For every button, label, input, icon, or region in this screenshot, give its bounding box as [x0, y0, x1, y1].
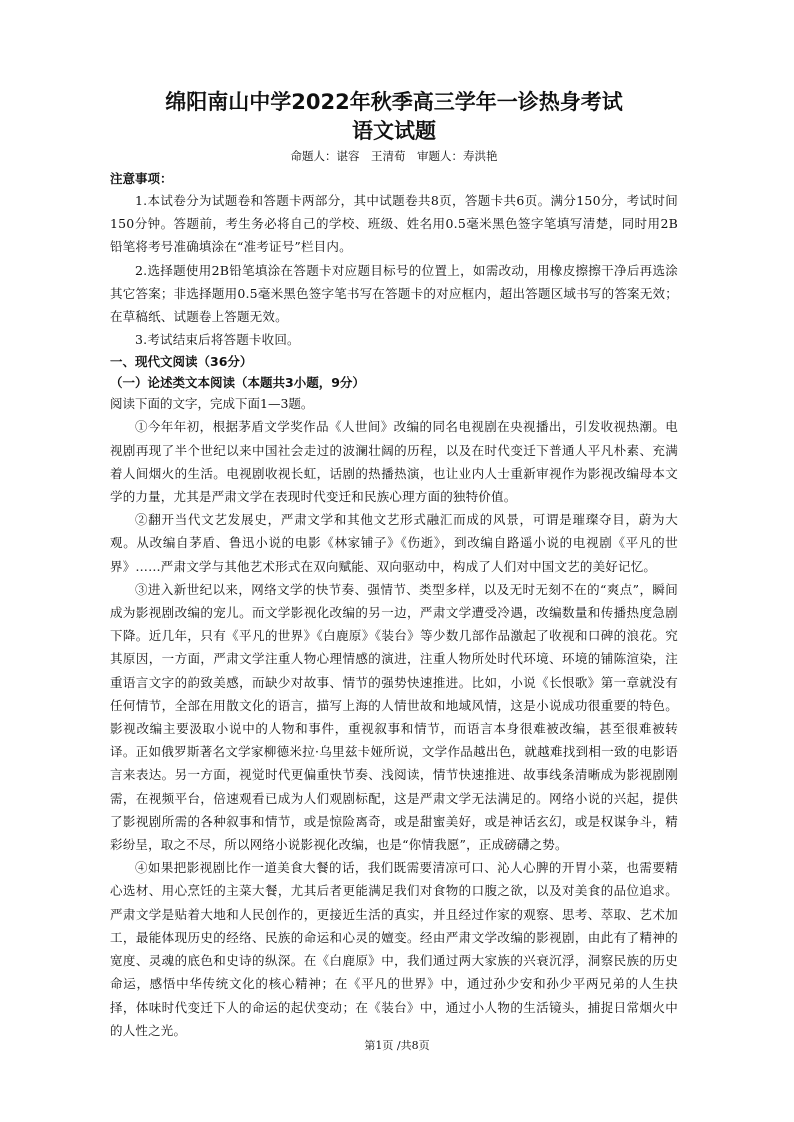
exam-title: 绵阳南山中学2022年秋季高三学年一诊热身考试 [165, 90, 623, 114]
authors-line: 命题人：谌容 王清荀 审题人：寿洪艳 [290, 149, 498, 163]
article-paragraph-1: ①今年年初，根据茅盾文学奖作品《人世间》改编的同名电视剧在央视播出，引发收视热潮。电视剧再现了半个世纪以来中国社会走过的波澜壮阔的历程，以及在时代变迁下普通人平凡朴素、充满着人间烟火的生活。电视剧收视长虹，话剧的热播热演，也让业内人士重新审视作为影视改编母本文学的力量，尤其是严肃文学在表现时代变迁和民族心理方面的独特价值。 [110, 419, 678, 505]
notice-item-2: 2.选择题使用2B铅笔填涂在答题卡对应题目标号的位置上，如需改动，用橡皮擦擦干净后再选涂其它答案；非选择题用0.5毫米黑色签字笔书写在答题卡的对应框内，超出答题区域书写的答案无效；在草稿纸、试题卷上答题无效。 [110, 262, 678, 325]
notice-item-3: 3.考试结束后将答题卡收回。 [135, 332, 300, 348]
article-paragraph-4: ④如果把影视剧比作一道美食大餐的话，我们既需要清凉可口、沁人心脾的开胃小菜，也需要精心选材、用心烹饪的主菜大餐，尤其后者更能满足我们对食物的口腹之欲，以及对美食的品位追求。严肃文学是贴着大地和人民创作的，更接近生活的真实，并且经过作家的观察、思考、萃取、艺术加工，最能体现历史的经络、民族的命运和心灵的嬗变。经由严肃文学改编的影视剧，由此有了精神的宽度、灵魂的底色和史诗的纵深。在《白鹿原》中，我们通过两大家族的兴衰沉浮，洞察民族的历史命运，感悟中华传统文化的核心精神；在《平凡的世界》中，通过孙少安和孙少平两兄弟的人生抉择，体味时代变迁下人的命运的起伏变动；在《装台》中，通过小人物的生活镜头，捕捉日常烟火中的人性之光。 [110, 860, 678, 1038]
notice-item-1: 1.本试卷分为试题卷和答题卡两部分，其中试题卷共8页，答题卡共6页。满分150分，考试时间150分钟。答题前，考生务必将自己的学校、班级、姓名用0.5毫米黑色签字笔填写清楚，同时用2B铅笔将考号准确填涂在“准考证号”栏目内。 [110, 193, 678, 255]
article-paragraph-3: ③进入新世纪以来，网络文学的快节奏、强情节、类型多样，以及无时无刻不在的“爽点”，瞬间成为影视剧改编的宠儿。而文学影视化改编的另一边，严肃文学遭受冷遇，改编数量和传播热度急剧下降。近几年，只有《平凡的世界》《白鹿原》《装台》等少数几部作品激起了收视和口碑的浪花。究其原因，一方面，严肃文学注重人物心理情感的演进，注重人物所处时代环境、环境的铺陈渲染，注重语言文字的韵致美感，而缺少对故事、情节的强势快速推进。比如，小说《长恨歌》第一章就没有任何情节，全部在用散文化的语言，描写上海的人情世故和地域风情，这是小说成功很重要的特色。影视改编主要汲取小说中的人物和事件，重视叙事和情节，而语言本身很难被改编，甚至很难被转译。正如俄罗斯著名文学家柳德米拉·乌里兹卡娅所说，文学作品越出色，就越难找到相一致的电影语言来表达。另一方面，视觉时代更偏重快节奏、浅阅读，情节快速推进、故事线条清晰成为影视剧刚需，在视频平台，倍速观看已成为人们观剧标配，这是严肃文学无法满足的。网络小说的兴起，提供了影视剧所需的各种叙事和情节，或是惊险离奇，或是甜蜜美好，或是神话玄幻，或是权谋争斗，精彩纷呈，取之不尽，所以网络小说影视化改编，也是“你情我愿”，正成磅礴之势。 [110, 581, 678, 853]
article-paragraph-2: ②翻开当代文艺发展史，严肃文学和其他文艺形式融汇而成的风景，可谓是璀璨夺目，蔚为大观。从改编自茅盾、鲁迅小说的电影《林家铺子》《伤逝》，到改编自路遥小说的电视剧《平凡的世界》……严肃文学与其他艺术形式在双向赋能、双向驱动中，构成了人们对中国文艺的美好记忆。 [110, 512, 678, 574]
notice-heading: 注意事项： [110, 171, 173, 186]
page-number: 第1页 /共8页 [364, 1039, 430, 1052]
subject-title: 语文试题 [352, 119, 436, 143]
section-heading: 一、现代文阅读（36分） [110, 354, 253, 370]
subsection-heading: （一）论述类文本阅读（本题共3小题，9分） [110, 375, 365, 391]
reading-instruction: 阅读下面的文字，完成下面1—3题。 [110, 396, 314, 412]
